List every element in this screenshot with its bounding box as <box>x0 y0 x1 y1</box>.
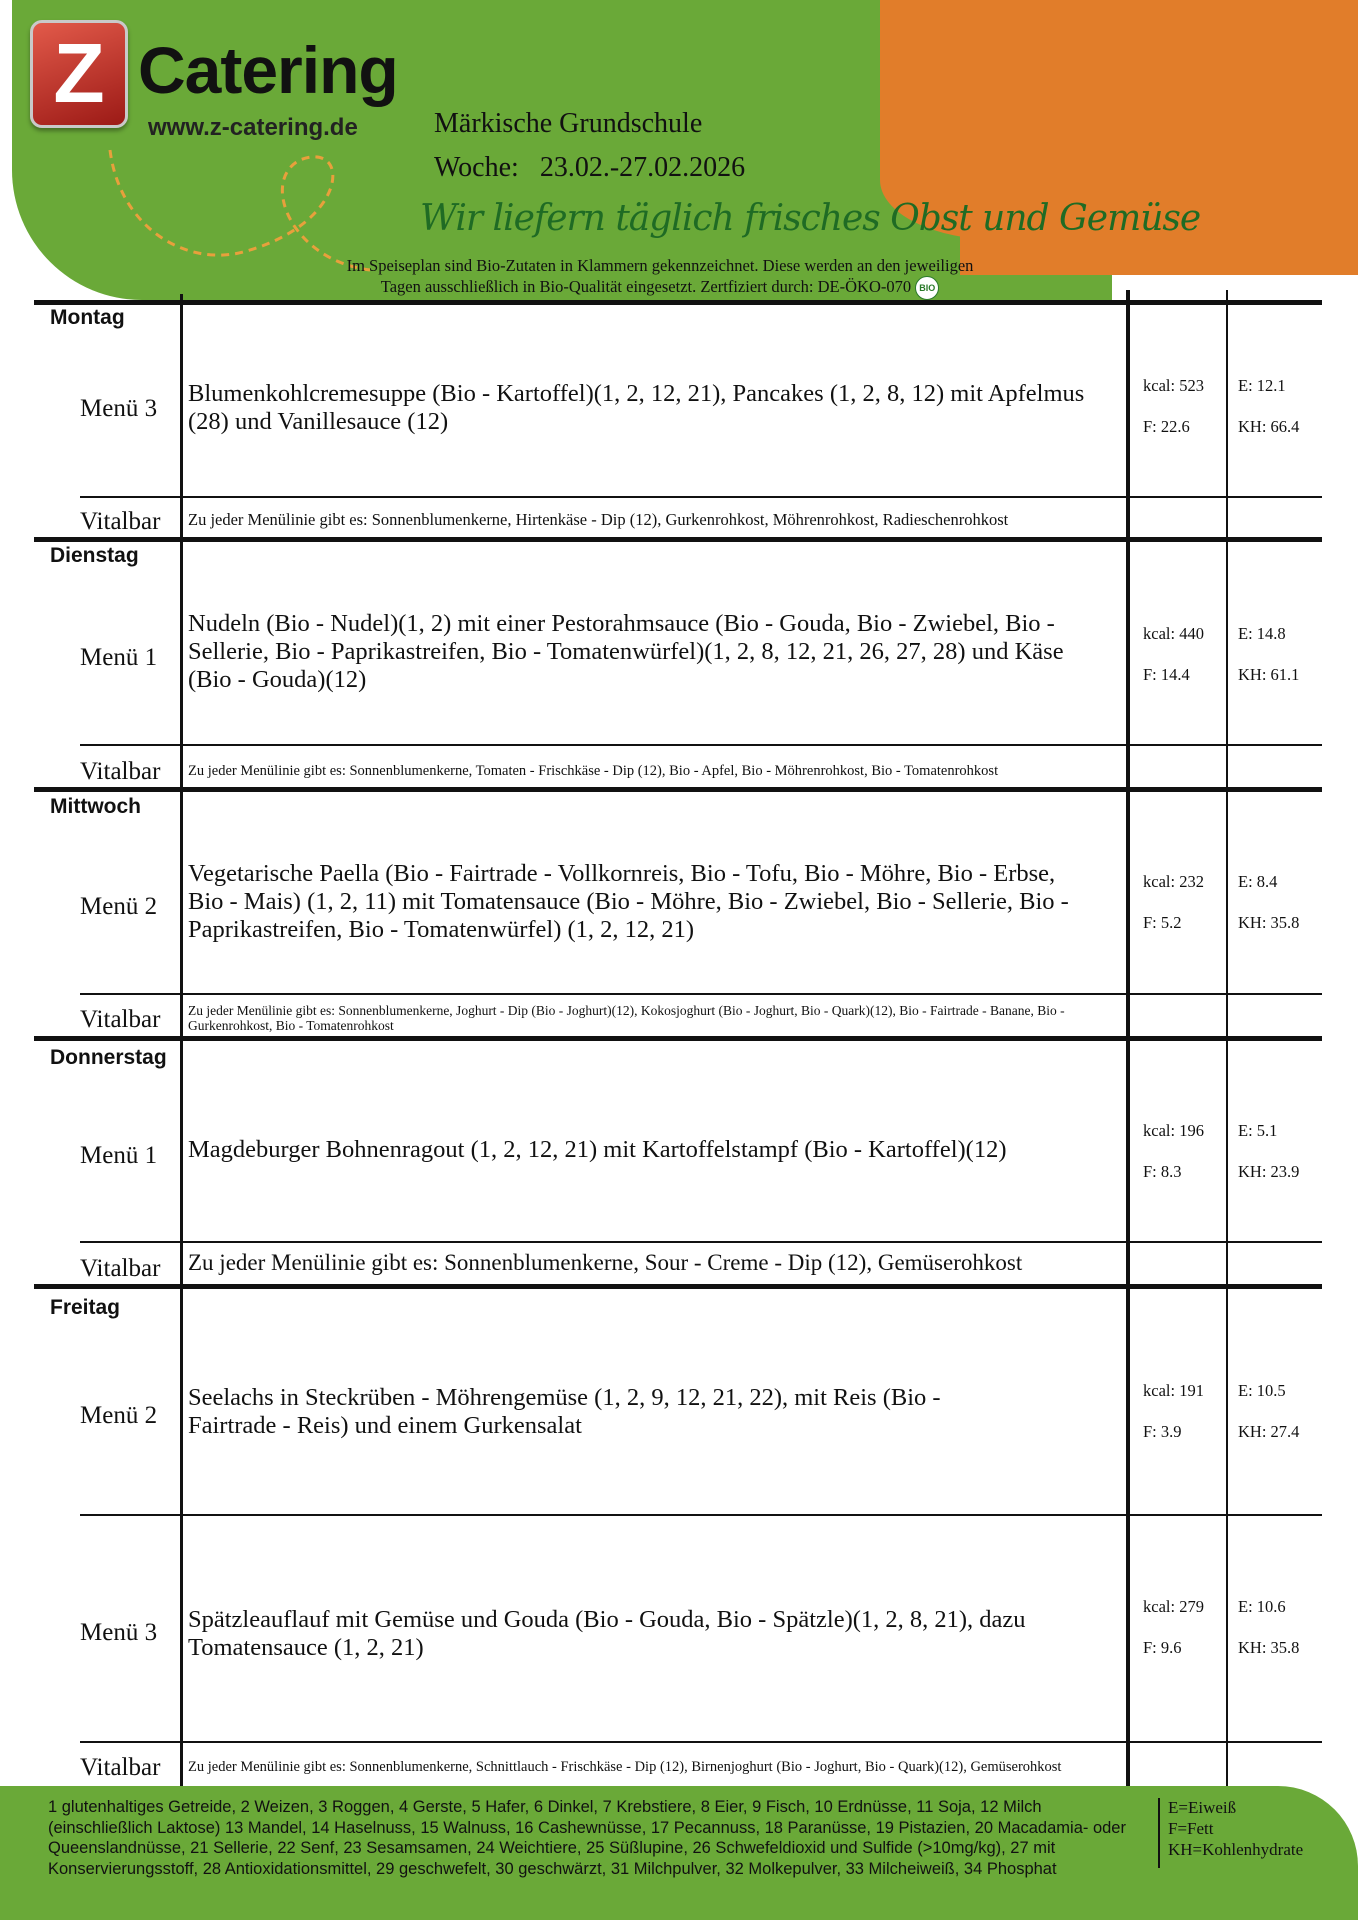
day-title: Freitag <box>50 1296 121 1319</box>
vitalbar-text: Zu jeder Menülinie gibt es: Sonnenblumenkerne, Tomaten - Frischkäse - Dip (12), Bio - Apfel, Bio - Möhrenrohkost, Bio - Tomatenrohkost <box>188 763 999 779</box>
kcal-value: kcal: 279 <box>1143 1597 1204 1616</box>
bio-note <box>300 256 1020 300</box>
dish-text: Blumenkohlcremesuppe (Bio - Kartoffel)(1, 2, 12, 21), Pancakes (1, 2, 8, 12) mit Apfelmus (28) und Vanillesauce (12) <box>188 380 1085 435</box>
protein-value: E: 12.1 <box>1238 376 1286 395</box>
protein-value: E: 14.8 <box>1238 624 1286 643</box>
column-line <box>1126 290 1130 1790</box>
row-separator-line <box>80 496 1322 498</box>
menu-label: Menü 2 <box>80 893 158 920</box>
row-separator-line <box>80 1514 1322 1516</box>
column-line <box>1226 290 1228 1790</box>
vitalbar-label: Vitalbar <box>80 1255 161 1282</box>
protein-value: E: 8.4 <box>1238 872 1278 891</box>
z-logo-icon: Z <box>30 20 128 128</box>
day-title: Dienstag <box>50 544 139 567</box>
fat-value: F: 14.4 <box>1143 665 1190 684</box>
carb-value: KH: 35.8 <box>1238 913 1300 932</box>
carb-value: KH: 66.4 <box>1238 417 1300 436</box>
vitalbar-label: Vitalbar <box>80 758 161 785</box>
vitalbar-text: Zu jeder Menülinie gibt es: Sonnenblumenkerne, Schnittlauch - Frischkäse - Dip (12), Birnenjoghurt (Bio - Joghurt, Bio - Quark)(12), Gemüserohkost <box>188 1759 1062 1775</box>
bio-note-line1: Im Speiseplan sind Bio-Zutaten in Klammern gekennzeichnet. Diese werden an den jeweiligen <box>346 256 974 275</box>
dish-text: Magdeburger Bohnenragout (1, 2, 12, 21) mit Kartoffelstampf (Bio - Kartoffel)(12) <box>188 1136 1007 1163</box>
legend-protein: E=Eiweiß <box>1168 1798 1237 1817</box>
vitalbar-text: Zu jeder Menülinie gibt es: Sonnenblumenkerne, Joghurt - Dip (Bio - Joghurt)(12), Kokosjoghurt (Bio - Joghurt, Bio - Quark)(12), Bio - Fairtrade - Banane, Bio - Gurkenrohkost, Bio - Tomatenrohkost <box>188 1003 1065 1033</box>
vitalbar-text: Zu jeder Menülinie gibt es: Sonnenblumenkerne, Hirtenkäse - Dip (12), Gurkenrohkost, Möhrenrohkost, Radieschenrohkost <box>188 510 1009 529</box>
bio-note-line2-wrap <box>300 276 1020 300</box>
column-line <box>180 294 183 1790</box>
bio-note-line2: Tagen ausschließlich in Bio-Qualität eingesetzt. Zertfiziert durch: DE-ÖKO-070 <box>380 276 912 296</box>
protein-value: E: 10.5 <box>1238 1381 1286 1400</box>
day-title: Donnerstag <box>50 1046 167 1069</box>
row-separator-line <box>80 1741 1322 1743</box>
week-line <box>434 152 745 184</box>
kcal-value: kcal: 523 <box>1143 376 1204 395</box>
fat-value: F: 8.3 <box>1143 1162 1182 1181</box>
week-label: Woche: <box>434 152 519 183</box>
menu-label: Menü 3 <box>80 395 158 422</box>
protein-value: E: 10.6 <box>1238 1597 1286 1616</box>
menu-label: Menü 2 <box>80 1402 158 1429</box>
legend-divider <box>1158 1798 1160 1868</box>
dish-text: Vegetarische Paella (Bio - Fairtrade - Vollkornreis, Bio - Tofu, Bio - Möhre, Bio - Erbse, Bio - Mais) (1, 2, 11) mit Tomatensauce (Bio - Möhre, Bio - Zwiebel, Bio - Sellerie, Bio - Paprikastreifen, Bio - Tomatenwürfel) (1, 2, 12, 21) <box>188 860 1069 943</box>
kcal-value: kcal: 191 <box>1143 1381 1204 1400</box>
kcal-value: kcal: 440 <box>1143 624 1204 643</box>
fat-value: F: 3.9 <box>1143 1422 1182 1441</box>
vitalbar-label: Vitalbar <box>80 508 161 535</box>
kcal-value: kcal: 232 <box>1143 872 1204 891</box>
carb-value: KH: 35.8 <box>1238 1638 1300 1657</box>
dish-text: Spätzleauflauf mit Gemüse und Gouda (Bio - Gouda, Bio - Spätzle)(1, 2, 8, 21), dazu Tomatensauce (1, 2, 21) <box>188 1606 1026 1661</box>
carb-value: KH: 23.9 <box>1238 1162 1300 1181</box>
school-name: Märkische Grundschule <box>434 108 703 139</box>
vitalbar-text: Zu jeder Menülinie gibt es: Sonnenblumenkerne, Sour - Creme - Dip (12), Gemüserohkost <box>188 1250 1023 1275</box>
menu-label: Menü 1 <box>80 1142 158 1169</box>
menu-label: Menü 1 <box>80 644 158 671</box>
dish-text: Seelachs in Steckrüben - Möhrengemüse (1, 2, 9, 12, 21, 22), mit Reis (Bio - Fairtrade - Reis) und einem Gurkensalat <box>188 1384 941 1439</box>
dish-text: Nudeln (Bio - Nudel)(1, 2) mit einer Pestorahmsauce (Bio - Gouda, Bio - Zwiebel, Bio - Sellerie, Bio - Paprikastreifen, Bio - Tomatenwürfel)(1, 2, 8, 12, 21, 26, 27, 28) und Käse (Bio - Gouda)(12) <box>188 610 1064 693</box>
slogan: Wir liefern täglich frisches Obst und Gemüse <box>420 198 1201 239</box>
legend-carbs: KH=Kohlenhydrate <box>1168 1840 1304 1859</box>
week-range: 23.02.-27.02.2026 <box>539 152 746 183</box>
nutrient-legend <box>1168 1797 1303 1860</box>
row-separator-line <box>80 1241 1322 1243</box>
legend-fat: F=Fett <box>1168 1819 1214 1838</box>
day-title: Montag <box>50 306 125 329</box>
day-title: Mittwoch <box>50 795 141 818</box>
row-separator-line <box>80 744 1322 746</box>
menu-label: Menü 3 <box>80 1619 158 1646</box>
fat-value: F: 22.6 <box>1143 417 1190 436</box>
carb-value: KH: 27.4 <box>1238 1422 1300 1441</box>
kcal-value: kcal: 196 <box>1143 1121 1204 1140</box>
protein-value: E: 5.1 <box>1238 1121 1278 1140</box>
carb-value: KH: 61.1 <box>1238 665 1300 684</box>
fat-value: F: 5.2 <box>1143 913 1182 932</box>
logo-url[interactable]: www.z-catering.de <box>148 114 358 141</box>
bio-seal-icon: BIO <box>915 276 939 300</box>
allergen-legend: 1 glutenhaltiges Getreide, 2 Weizen, 3 Roggen, 4 Gerste, 5 Hafer, 6 Dinkel, 7 Krebstiere, 8 Eier, 9 Fisch, 10 Erdnüsse, 11 Soja, 12 Milch (einschließlich Laktose) 13 Mandel, 14 Haselnuss, 15 Walnuss, 16 Cashewnüsse, 17 Pecannuss, 18 Paranüsse, 19 Pistazien, 20 Macadamia- oder Queenslandnüsse, 21 Sellerie, 22 Senf, 23 Sesamsamen, 24 Weichtiere, 25 Süßlupine, 26 Schwefeldioxid und Sulfide (>10mg/kg), 27 mit Konservierungsstoff, 28 Antioxidationsmittel, 29 geschwefelt, 30 geschwärzt, 31 Milchpulver, 32 Molkepulver, 33 Milcheiweiß, 34 Phosphat <box>48 1798 1126 1878</box>
vitalbar-label: Vitalbar <box>80 1006 161 1033</box>
fat-value: F: 9.6 <box>1143 1638 1182 1657</box>
vitalbar-label: Vitalbar <box>80 1754 161 1781</box>
logo-name: Catering <box>138 33 398 107</box>
row-separator-line <box>80 993 1322 995</box>
